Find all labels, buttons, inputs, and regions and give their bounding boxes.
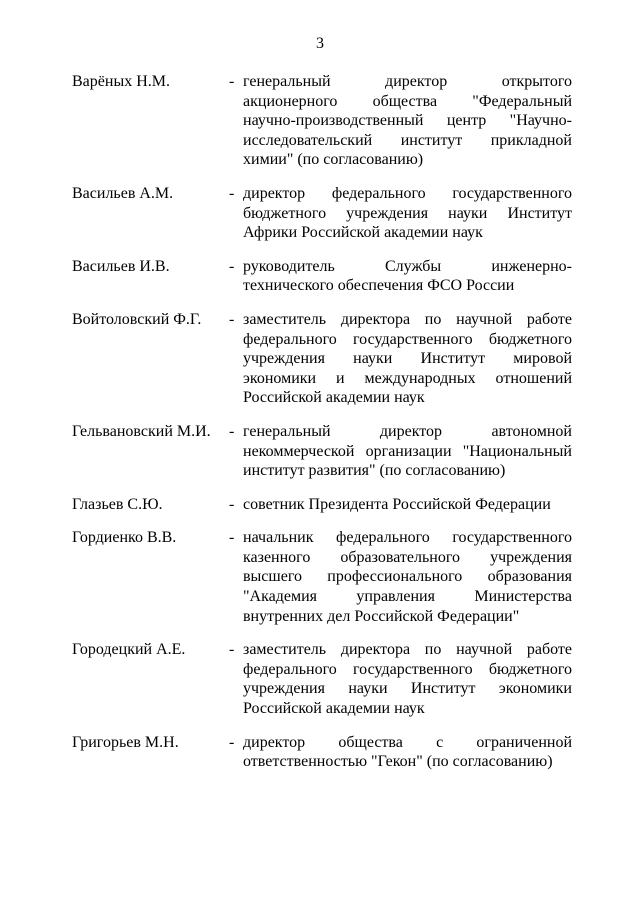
dash-separator: - (229, 733, 235, 751)
member-name: Городецкий А.Е. (72, 641, 186, 659)
position-line: научно-производственный центр "Научно- (243, 112, 572, 130)
position-line: заместитель директора по научной работе (243, 641, 572, 659)
position-line: экономики и международных отношений (243, 369, 572, 387)
position-line: федерального государственного бюджетного (243, 660, 572, 678)
dash-separator: - (229, 529, 235, 547)
position-line: бюджетного учреждения науки Институт (243, 204, 572, 222)
position-line: исследовательский институт прикладной (243, 131, 572, 149)
position-line: казенного образовательного учреждения (243, 548, 572, 566)
position-line: технического обеспечения ФСО России (243, 277, 515, 295)
list-item (72, 257, 572, 296)
position-line: химии" (по согласованию) (243, 151, 424, 169)
member-position (243, 184, 572, 243)
position-line: акционерного общества "Федеральный (243, 92, 572, 110)
position-line: Российской академии наук (243, 700, 425, 718)
position-line: советник Президента Российской Федерации (243, 495, 551, 513)
list-item (72, 495, 572, 515)
member-name: Гордиенко В.В. (72, 529, 177, 547)
position-line: некоммерческой организации "Национальный (243, 442, 572, 460)
member-name: Гельвановский М.И. (72, 422, 211, 440)
position-line: федерального государственного бюджетного (243, 330, 572, 348)
list-item (72, 422, 572, 481)
position-line: руководитель Службы инженерно- (243, 257, 572, 275)
member-name: Варёных Н.М. (72, 73, 170, 90)
member-name: Глазьев С.Ю. (72, 495, 163, 513)
member-position (243, 528, 572, 626)
member-position (243, 640, 572, 718)
member-name: Григорьев М.Н. (72, 733, 179, 751)
member-position (243, 72, 572, 170)
position-line: внутренних дел Российской Федерации" (243, 607, 520, 625)
member-position (243, 422, 572, 481)
position-line: директор федерального государственного (243, 184, 572, 202)
page-number: 3 (316, 35, 324, 52)
position-line: институт развития" (по согласованию) (243, 462, 506, 480)
member-position (243, 495, 572, 515)
dash-separator: - (229, 641, 235, 659)
position-line: директор общества с ограниченной (243, 733, 572, 751)
position-line: генеральный директор открытого (243, 73, 572, 90)
position-line: учреждения науки Институт мировой (243, 350, 572, 368)
position-line: "Академия управления Министерства (243, 588, 572, 606)
position-line: учреждения науки Институт экономики (243, 680, 572, 698)
position-line: Российской академии наук (243, 389, 425, 407)
member-position (243, 257, 572, 296)
list-item (72, 528, 572, 626)
member-name: Васильев И.В. (72, 257, 170, 275)
list-item (72, 733, 572, 772)
position-line: заместитель директора по научной работе (243, 310, 572, 328)
member-position (243, 310, 572, 408)
position-line: Африки Российской академии наук (243, 224, 483, 242)
dash-separator: - (229, 495, 235, 513)
dash-separator: - (229, 310, 235, 328)
position-line: генеральный директор автономной (243, 422, 572, 440)
member-position (243, 733, 572, 772)
list-item (72, 310, 572, 408)
dash-separator: - (229, 422, 235, 440)
list-item (72, 72, 572, 170)
list-item (72, 640, 572, 718)
position-line: начальник федерального государственного (243, 529, 572, 547)
member-name: Васильев А.М. (72, 184, 174, 202)
member-name: Войтоловский Ф.Г. (72, 310, 202, 328)
dash-separator: - (229, 257, 235, 275)
position-line: высшего профессионального образования (243, 568, 572, 586)
position-line: ответственностью "Гекон" (по согласованию) (243, 753, 553, 771)
member-list (72, 72, 572, 772)
dash-separator: - (229, 184, 235, 202)
dash-separator: - (229, 73, 235, 90)
list-item (72, 184, 572, 243)
